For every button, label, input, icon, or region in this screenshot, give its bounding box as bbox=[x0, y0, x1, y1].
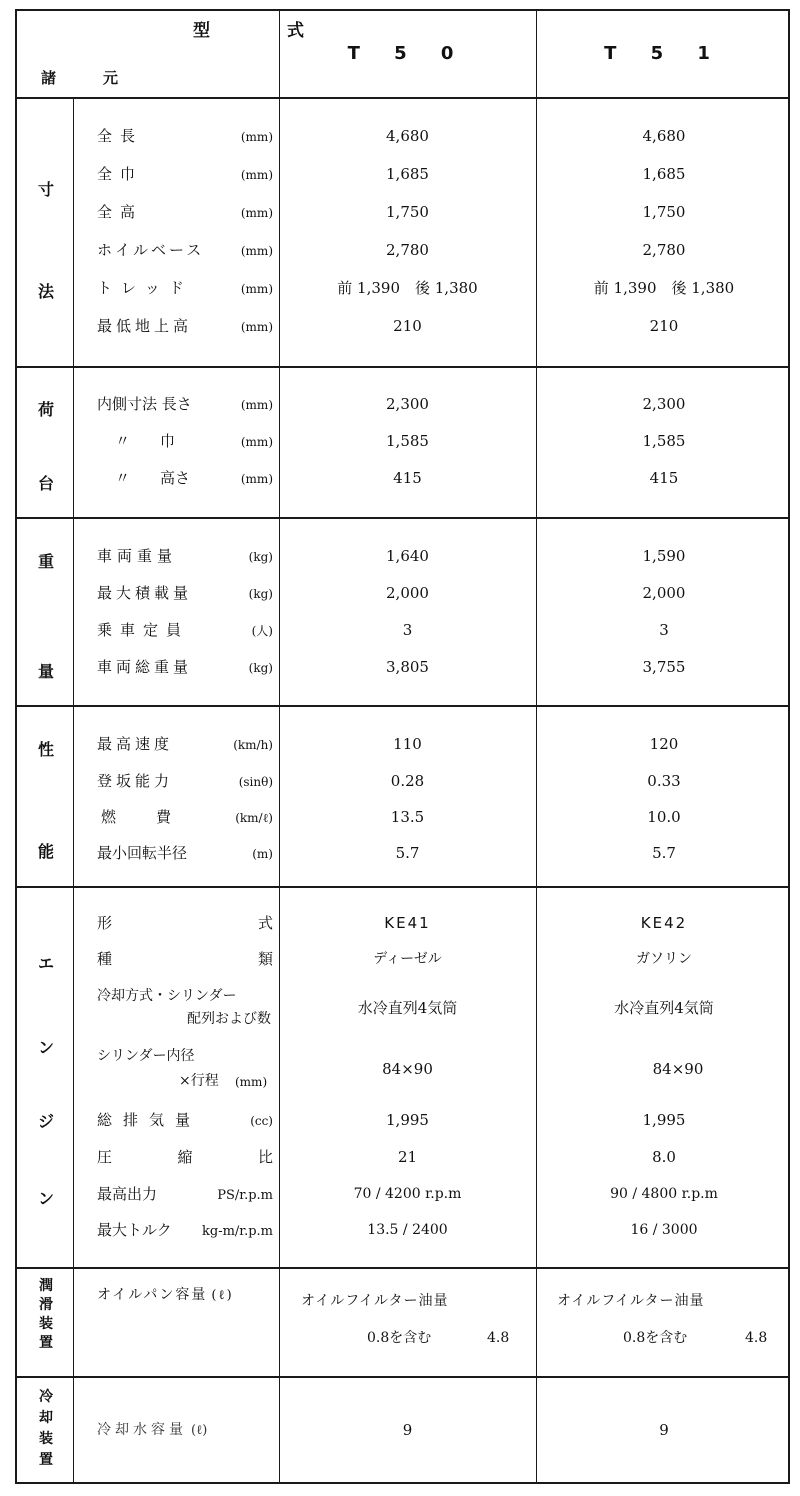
label-text-char: 種 bbox=[97, 950, 113, 968]
label-text-char: 縮 bbox=[177, 1148, 193, 1166]
row-divider bbox=[17, 705, 788, 707]
unit-text: (mm) bbox=[240, 320, 273, 334]
lubrication-note-t51: オイルフイルター油量 bbox=[557, 1293, 705, 1309]
category-char: 潤 bbox=[39, 1278, 53, 1294]
label-text: 車両総重量 bbox=[97, 658, 193, 676]
value-t51: 8.0 bbox=[652, 1148, 676, 1166]
spec-label bbox=[97, 846, 273, 861]
unit-text: kg-m/r.p.m bbox=[202, 1224, 273, 1239]
value-t50: 9 bbox=[402, 1421, 413, 1439]
spec-label bbox=[97, 1223, 273, 1238]
category-char: 置 bbox=[39, 1452, 53, 1468]
row-divider bbox=[17, 517, 788, 519]
unit-text: (ℓ) bbox=[191, 1423, 208, 1438]
value-t50: 4,680 bbox=[386, 127, 429, 145]
spec-label-line1: シリンダー内径 bbox=[97, 1048, 195, 1064]
value-t51: 3,755 bbox=[642, 658, 686, 676]
value-t51: 4,680 bbox=[642, 127, 686, 145]
label-text: 冷却水容量 bbox=[97, 1422, 187, 1438]
value-t51: 84×90 bbox=[652, 1060, 704, 1078]
category-engine-3: ジ bbox=[37, 1112, 54, 1131]
value-t50: KE41 bbox=[384, 914, 431, 932]
row-divider bbox=[17, 1376, 788, 1378]
unit-text: (kg) bbox=[248, 661, 273, 675]
category-char: 装 bbox=[39, 1431, 53, 1447]
spec-label bbox=[97, 952, 273, 967]
spec-label bbox=[97, 167, 273, 182]
value-t50: 13.5 bbox=[390, 808, 425, 826]
value-t51: 5.7 bbox=[652, 844, 676, 862]
category-char: 滑 bbox=[39, 1297, 53, 1313]
category-char: 装 bbox=[39, 1316, 53, 1332]
unit-text: (km/ℓ) bbox=[235, 811, 273, 825]
unit-text: (kg) bbox=[248, 587, 273, 601]
value-t50: 84×90 bbox=[382, 1060, 433, 1078]
category-performance-1: 性 bbox=[37, 740, 54, 759]
label-text: 最小回転半径 bbox=[97, 844, 188, 862]
lubrication-note2-t51: 0.8を含む bbox=[623, 1330, 688, 1346]
value-t50: 1,750 bbox=[386, 203, 429, 221]
label-text-char: 圧 bbox=[97, 1148, 113, 1166]
label-text: 乗車定員 bbox=[97, 621, 190, 639]
spec-label bbox=[97, 1113, 273, 1128]
spec-label bbox=[97, 1288, 234, 1302]
value-t51: KE42 bbox=[640, 914, 688, 932]
column-divider bbox=[73, 97, 74, 1482]
spec-label bbox=[97, 471, 273, 486]
unit-text: (人) bbox=[251, 624, 273, 638]
unit-text: (mm) bbox=[240, 206, 273, 220]
value-t50: 1,585 bbox=[386, 432, 429, 450]
spec-label bbox=[97, 1423, 207, 1437]
value-t51: 2,300 bbox=[642, 395, 686, 413]
value-t50: 70 / 4200 r.p.m bbox=[353, 1186, 462, 1202]
unit-text: (cc) bbox=[250, 1114, 273, 1128]
value-t51: ガソリン bbox=[636, 951, 692, 967]
spec-label bbox=[97, 737, 273, 752]
unit-text: (sinθ) bbox=[238, 775, 273, 789]
value-t51: 1,995 bbox=[642, 1111, 686, 1129]
value-t51: 1,590 bbox=[642, 547, 686, 565]
value-t50: ディーゼル bbox=[373, 951, 442, 967]
spec-label bbox=[97, 281, 273, 296]
spec-label bbox=[97, 205, 273, 220]
category-weight-1: 重 bbox=[37, 552, 54, 571]
value-t50: 415 bbox=[393, 469, 422, 487]
unit-text: (mm) bbox=[240, 282, 273, 296]
label-text: トレッド bbox=[97, 279, 193, 297]
category-performance-2: 能 bbox=[37, 842, 54, 861]
category-engine-4: ン bbox=[37, 1189, 54, 1208]
value-t51: 4.8 bbox=[745, 1330, 768, 1346]
label-text: 登坂能力 bbox=[97, 772, 174, 790]
unit-text: (mm) bbox=[240, 398, 273, 412]
value-t50: 水冷直列4気筒 bbox=[357, 999, 458, 1017]
label-text: ホイルベース bbox=[97, 241, 205, 259]
unit-text: (ℓ) bbox=[211, 1288, 234, 1303]
value-t51: 90 / 4800 r.p.m bbox=[610, 1186, 718, 1202]
label-text: 車両重量 bbox=[97, 547, 178, 565]
spec-label bbox=[97, 243, 273, 258]
label-text: 最高出力 bbox=[97, 1185, 158, 1203]
value-t51: 0.33 bbox=[647, 772, 681, 790]
category-cargo-2: 台 bbox=[37, 474, 54, 493]
header-spec-label-left: 諸 bbox=[41, 69, 57, 87]
spec-label bbox=[97, 586, 273, 601]
label-text: 全巾 bbox=[97, 165, 144, 183]
value-t50: 0.28 bbox=[390, 772, 425, 790]
spec-label bbox=[97, 774, 273, 789]
value-t51: 16 / 3000 bbox=[630, 1222, 698, 1238]
category-engine-2: ン bbox=[37, 1038, 54, 1057]
value-t51: 415 bbox=[649, 469, 679, 487]
value-t50: 210 bbox=[393, 317, 422, 335]
spec-label bbox=[97, 1150, 273, 1165]
unit-text: (kg) bbox=[248, 550, 273, 564]
unit-text: (mm) bbox=[240, 130, 273, 144]
spec-label bbox=[97, 1187, 273, 1202]
label-text-char: 形 bbox=[97, 914, 113, 932]
unit-text: PS/r.p.m bbox=[217, 1188, 273, 1203]
spec-label bbox=[97, 549, 273, 564]
value-t50: 前 1,390 後 1,380 bbox=[337, 279, 478, 297]
label-text: 全長 bbox=[97, 127, 144, 145]
value-t50: 3,805 bbox=[386, 658, 429, 676]
value-t51: 210 bbox=[649, 317, 679, 335]
category-weight-2: 量 bbox=[37, 662, 54, 681]
spec-label bbox=[97, 916, 273, 931]
row-divider bbox=[17, 97, 788, 99]
category-char: 置 bbox=[39, 1335, 53, 1351]
label-text: 内側寸法 長さ bbox=[97, 395, 192, 413]
label-text: 総排気量 bbox=[97, 1111, 202, 1129]
category-lubrication bbox=[31, 1277, 61, 1353]
label-text: オイルパン容量 bbox=[97, 1287, 208, 1303]
category-dimensions-1: 寸 bbox=[37, 180, 54, 199]
row-divider bbox=[17, 1267, 788, 1269]
label-text: 最大トルク bbox=[97, 1221, 172, 1239]
value-t51: 2,000 bbox=[642, 584, 686, 602]
value-t51: 水冷直列4気筒 bbox=[614, 999, 714, 1017]
label-text: 最低地上高 bbox=[97, 317, 193, 335]
value-t50: 2,300 bbox=[386, 395, 429, 413]
spec-label-line2: ×行程 bbox=[179, 1073, 219, 1089]
label-text-char: 比 bbox=[257, 1148, 273, 1166]
category-engine-1: エ bbox=[37, 954, 54, 973]
label-text-char: 類 bbox=[257, 950, 273, 968]
spec-label bbox=[97, 319, 273, 334]
value-t50: 2,780 bbox=[386, 241, 429, 259]
header-model-type-label: 型 式 bbox=[193, 21, 334, 41]
value-t50: 13.5 / 2400 bbox=[367, 1222, 448, 1238]
spec-table bbox=[15, 9, 790, 1484]
spec-label bbox=[97, 129, 273, 144]
unit-text: (mm) bbox=[240, 168, 273, 182]
value-t51: 3 bbox=[659, 621, 669, 639]
unit-text: (km/h) bbox=[233, 738, 273, 752]
spec-label bbox=[97, 434, 273, 449]
value-t51: 1,585 bbox=[642, 432, 686, 450]
header-model-t51: T 5 1 bbox=[604, 43, 724, 64]
value-t50: 2,000 bbox=[386, 584, 429, 602]
header-model-t50: T 5 0 bbox=[347, 43, 468, 64]
lubrication-note2-t50: 0.8を含む bbox=[367, 1330, 432, 1346]
value-t50: 4.8 bbox=[487, 1330, 510, 1346]
value-t51: 9 bbox=[659, 1421, 669, 1439]
spec-label bbox=[97, 623, 273, 638]
spec-label bbox=[97, 810, 273, 825]
label-text: 〃 高さ bbox=[115, 469, 191, 487]
label-text: 全高 bbox=[97, 203, 144, 221]
header-spec-label-right: 元 bbox=[103, 69, 119, 87]
category-cargo-1: 荷 bbox=[37, 400, 54, 419]
lubrication-note-t50: オイルフイルター油量 bbox=[301, 1293, 449, 1309]
label-text-char: 式 bbox=[257, 914, 273, 932]
category-cooling bbox=[31, 1387, 61, 1471]
value-t51: 1,750 bbox=[642, 203, 686, 221]
value-t50: 1,995 bbox=[386, 1111, 429, 1129]
unit-text: (mm) bbox=[240, 472, 273, 486]
label-text: 最高速度 bbox=[97, 735, 174, 753]
value-t51: 10.0 bbox=[647, 808, 681, 826]
value-t50: 21 bbox=[397, 1148, 418, 1166]
value-t50: 110 bbox=[393, 735, 422, 753]
label-text: 最大積載量 bbox=[97, 584, 193, 602]
spec-label bbox=[97, 660, 273, 675]
value-t51: 120 bbox=[649, 735, 679, 753]
category-char: 冷 bbox=[39, 1389, 53, 1405]
spec-label-line1: 冷却方式・シリンダー bbox=[97, 988, 237, 1004]
value-t51: 1,685 bbox=[642, 165, 686, 183]
value-t50: 3 bbox=[402, 621, 413, 639]
unit-text: (mm) bbox=[235, 1075, 268, 1089]
value-t50: 5.7 bbox=[395, 844, 420, 862]
value-t51: 前 1,390 後 1,380 bbox=[593, 279, 735, 297]
unit-text: (m) bbox=[252, 847, 273, 861]
unit-text: (mm) bbox=[240, 244, 273, 258]
spec-label-line2: 配列および数 bbox=[187, 1011, 271, 1027]
row-divider bbox=[17, 366, 788, 368]
category-dimensions-2: 法 bbox=[37, 282, 54, 301]
label-text: 燃費 bbox=[101, 808, 212, 826]
spec-label bbox=[97, 397, 273, 412]
value-t50: 1,685 bbox=[386, 165, 429, 183]
row-divider bbox=[17, 886, 788, 888]
category-char: 却 bbox=[39, 1410, 53, 1426]
label-text: 〃 巾 bbox=[115, 432, 176, 450]
value-t50: 1,640 bbox=[386, 547, 429, 565]
unit-text: (mm) bbox=[240, 435, 273, 449]
value-t51: 2,780 bbox=[642, 241, 686, 259]
